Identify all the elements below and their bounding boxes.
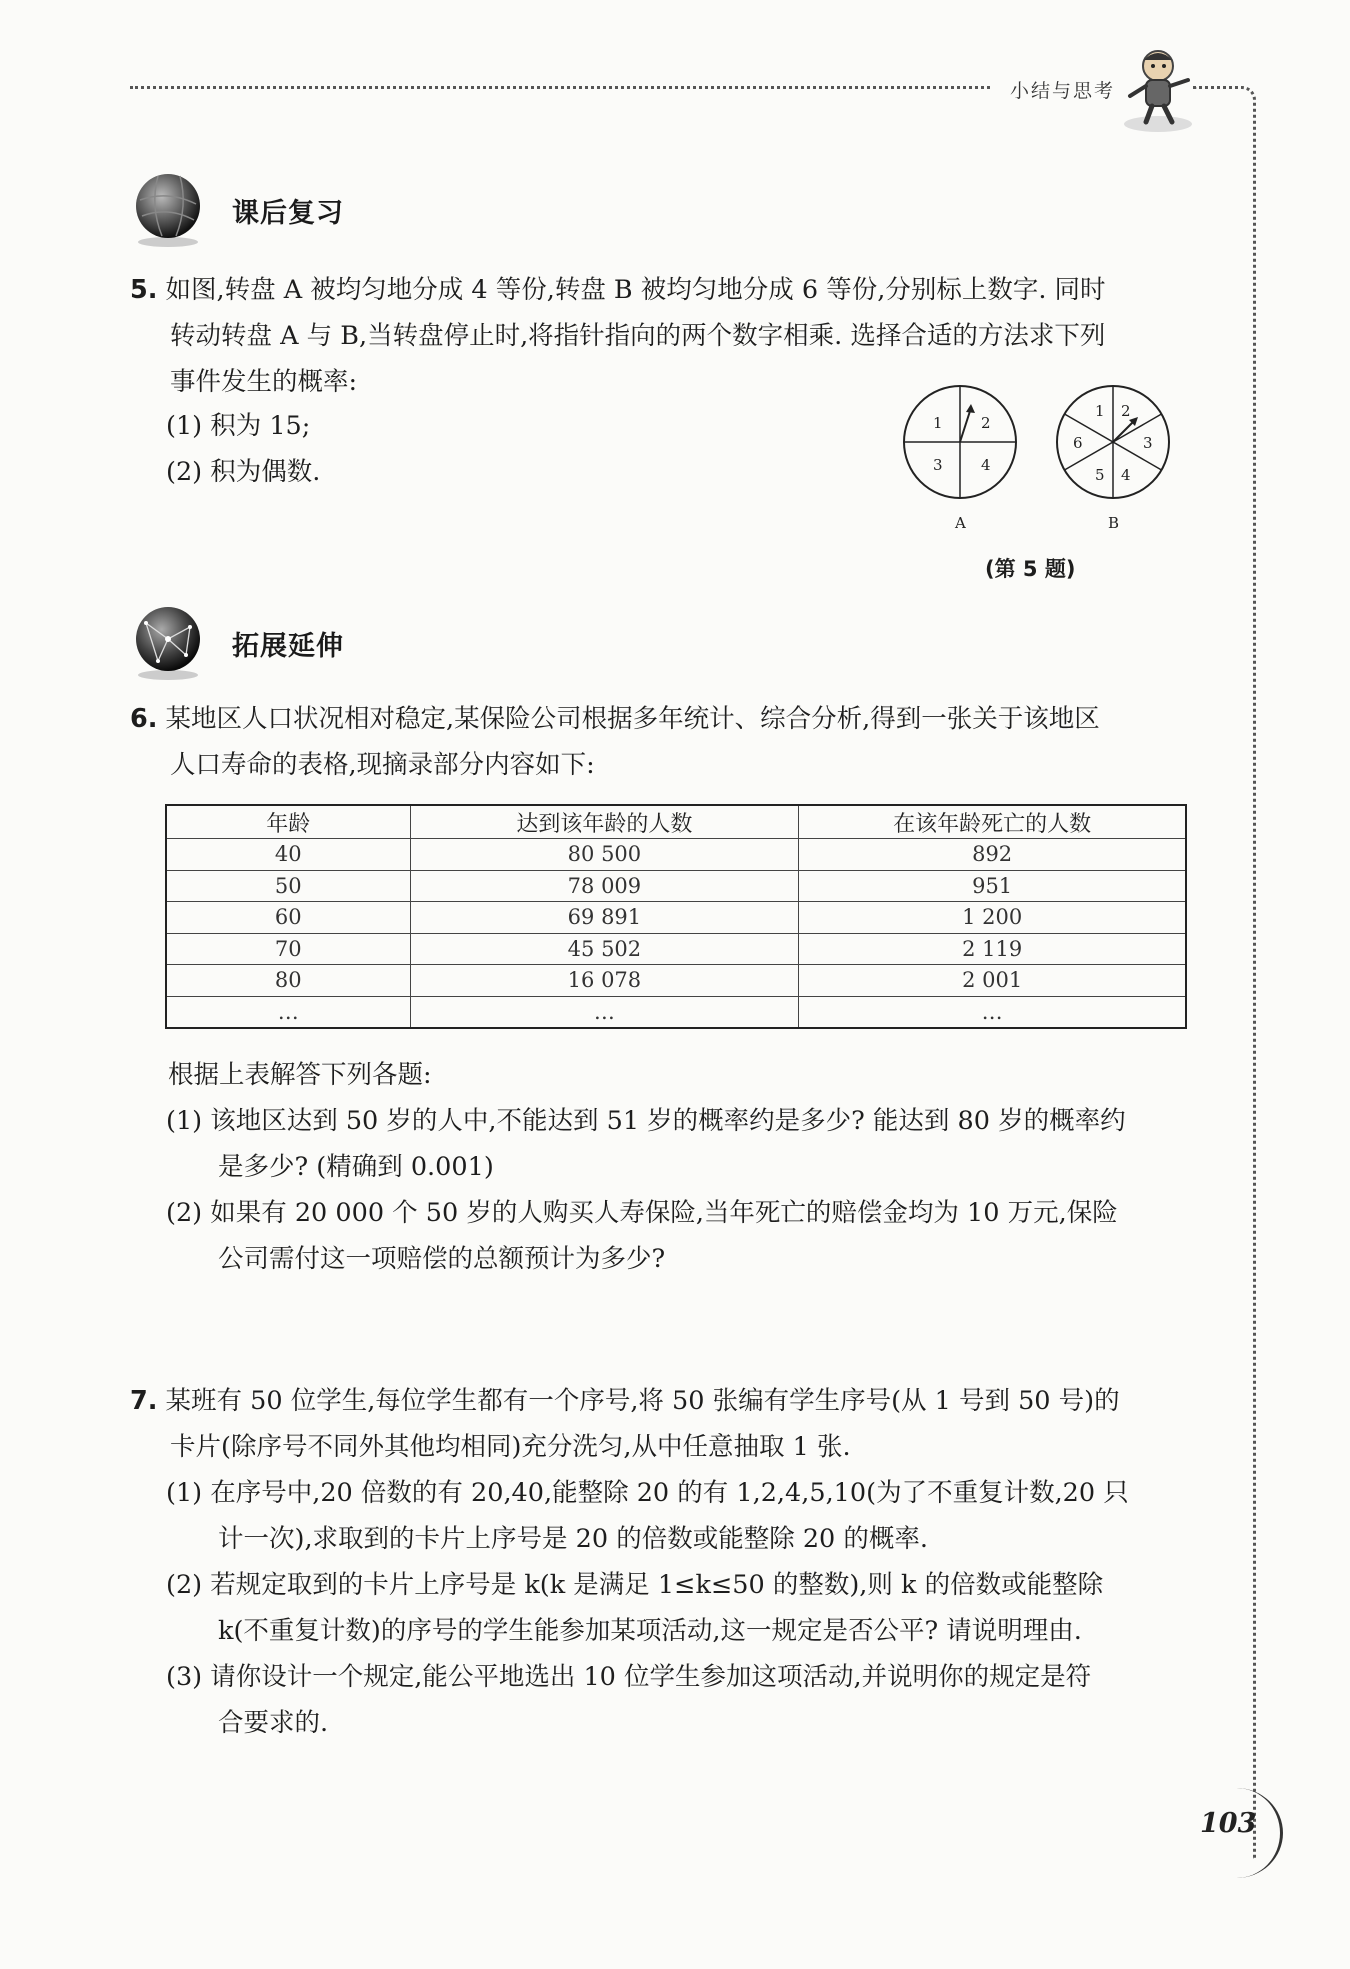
column-header: 在该年龄死亡的人数 bbox=[799, 805, 1186, 839]
globe-icon bbox=[128, 170, 208, 250]
spinner-b bbox=[1057, 386, 1169, 532]
header-dotted-rule bbox=[130, 86, 990, 89]
q5-line-3: 事件发生的概率: bbox=[170, 367, 358, 397]
table-cell: … bbox=[410, 996, 799, 1028]
q7-sub-3-line-2: 合要求的. bbox=[218, 1708, 329, 1738]
question-number: 6. bbox=[130, 704, 158, 734]
spinner-a bbox=[904, 386, 1016, 532]
table-cell: 60 bbox=[166, 902, 410, 934]
table-cell: 80 bbox=[166, 965, 410, 997]
life-expectancy-table bbox=[165, 804, 1187, 1029]
table-cell: 80 500 bbox=[410, 839, 799, 871]
q6-sub-1-line-1: (1) 该地区达到 50 岁的人中,不能达到 51 岁的概率约是多少? 能达到 80 岁的概率约 bbox=[166, 1106, 1126, 1136]
spinner-b-label: B bbox=[1108, 514, 1120, 532]
question-number: 7. bbox=[130, 1386, 158, 1416]
question-6-stem bbox=[130, 696, 1100, 788]
question-7-stem bbox=[130, 1378, 1120, 1470]
q7-sub-3-line-1: (3) 请你设计一个规定,能公平地选出 10 位学生参加这项活动,并说明你的规定是符 bbox=[166, 1662, 1092, 1692]
table-cell: 69 891 bbox=[410, 902, 799, 934]
page-number: 103 bbox=[1200, 1808, 1257, 1839]
table-row bbox=[166, 965, 1186, 997]
table-row bbox=[166, 839, 1186, 871]
q6-sub-2-line-1: (2) 如果有 20 000 个 50 岁的人购买人寿保险,当年死亡的赔偿金均为 10 万元,保险 bbox=[166, 1198, 1118, 1228]
column-header: 年龄 bbox=[166, 805, 410, 839]
q6-intro: 根据上表解答下列各题: bbox=[168, 1060, 432, 1090]
q7-sub-1-line-1: (1) 在序号中,20 倍数的有 20,40,能整除 20 的有 1,2,4,5,10(为了不重复计数,20 只 bbox=[166, 1478, 1129, 1508]
table-cell: 892 bbox=[799, 839, 1186, 871]
q6-subquestions bbox=[166, 1098, 1126, 1282]
network-globe-icon bbox=[128, 603, 208, 683]
table-row bbox=[166, 996, 1186, 1028]
table-cell: 1 200 bbox=[799, 902, 1186, 934]
q7-sub-1-line-2: 计一次),求取到的卡片上序号是 20 的倍数或能整除 20 的概率. bbox=[218, 1524, 928, 1554]
spinner-b-number: 6 bbox=[1073, 434, 1083, 452]
spinner-b-number: 3 bbox=[1143, 434, 1153, 452]
spinner-b-number: 4 bbox=[1121, 466, 1131, 484]
q7-sub-2-line-1: (2) 若规定取到的卡片上序号是 k(k 是满足 1≤k≤50 的整数),则 k 的倍数或能整除 bbox=[166, 1570, 1104, 1600]
table-cell: 951 bbox=[799, 870, 1186, 902]
q5-line-2: 转动转盘 A 与 B,当转盘停止时,将指针指向的两个数字相乘. 选择合适的方法求下列 bbox=[170, 321, 1106, 351]
q5-line-1: 如图,转盘 A 被均匀地分成 4 等份,转盘 B 被均匀地分成 6 等份,分别标上数字. 同时 bbox=[165, 275, 1106, 305]
spinner-a-number: 4 bbox=[981, 456, 991, 474]
spinner-a-number: 1 bbox=[933, 414, 943, 432]
table-cell: 16 078 bbox=[410, 965, 799, 997]
table-row bbox=[166, 902, 1186, 934]
right-margin-dotted-border bbox=[1193, 86, 1256, 1859]
spinner-b-number: 5 bbox=[1095, 466, 1105, 484]
mascot-icon bbox=[1118, 44, 1196, 134]
table-cell: 40 bbox=[166, 839, 410, 871]
question-number: 5. bbox=[130, 275, 158, 305]
spinner-a-label: A bbox=[955, 514, 966, 532]
table-row bbox=[166, 933, 1186, 965]
table-cell: 2 119 bbox=[799, 933, 1186, 965]
table-cell: 70 bbox=[166, 933, 410, 965]
q6-sub-1-line-2: 是多少? (精确到 0.001) bbox=[218, 1152, 494, 1182]
q5-sub-1: (1) 积为 15; bbox=[166, 411, 311, 441]
q7-line-2: 卡片(除序号不同外其他均相同)充分洗匀,从中任意抽取 1 张. bbox=[170, 1432, 851, 1462]
table-header-row bbox=[166, 805, 1186, 839]
table-row bbox=[166, 870, 1186, 902]
q6-line-2: 人口寿命的表格,现摘录部分内容如下: bbox=[170, 750, 595, 780]
q7-subquestions bbox=[166, 1470, 1129, 1746]
table-cell: 50 bbox=[166, 870, 410, 902]
section-header-extension bbox=[128, 603, 344, 683]
table-cell: … bbox=[166, 996, 410, 1028]
table-cell: 2 001 bbox=[799, 965, 1186, 997]
q5-subquestions bbox=[166, 403, 320, 495]
q5-sub-2: (2) 积为偶数. bbox=[166, 457, 321, 487]
table-cell: 45 502 bbox=[410, 933, 799, 965]
section-title-review: 课后复习 bbox=[232, 197, 344, 229]
figure-caption: (第 5 题) bbox=[985, 557, 1076, 581]
q7-sub-2-line-2: k(不重复计数)的序号的学生能参加某项活动,这一规定是否公平? 请说明理由. bbox=[218, 1616, 1082, 1646]
q7-line-1: 某班有 50 位学生,每位学生都有一个序号,将 50 张编有学生序号(从 1 号到 50 号)的 bbox=[165, 1386, 1120, 1416]
q6-line-1: 某地区人口状况相对稳定,某保险公司根据多年统计、综合分析,得到一张关于该地区 bbox=[165, 704, 1100, 734]
spinner-b-number: 2 bbox=[1121, 402, 1131, 420]
spinner-figure bbox=[895, 380, 1215, 540]
header-label: 小结与思考 bbox=[1010, 80, 1116, 102]
q6-sub-2-line-2: 公司需付这一项赔偿的总额预计为多少? bbox=[218, 1244, 666, 1274]
spinner-b-number: 1 bbox=[1095, 402, 1105, 420]
column-header: 达到该年龄的人数 bbox=[410, 805, 799, 839]
table-cell: … bbox=[799, 996, 1186, 1028]
section-title-extension: 拓展延伸 bbox=[232, 630, 344, 662]
section-header-review bbox=[128, 170, 344, 250]
spinner-a-number: 3 bbox=[933, 456, 943, 474]
table-cell: 78 009 bbox=[410, 870, 799, 902]
spinner-a-number: 2 bbox=[981, 414, 991, 432]
